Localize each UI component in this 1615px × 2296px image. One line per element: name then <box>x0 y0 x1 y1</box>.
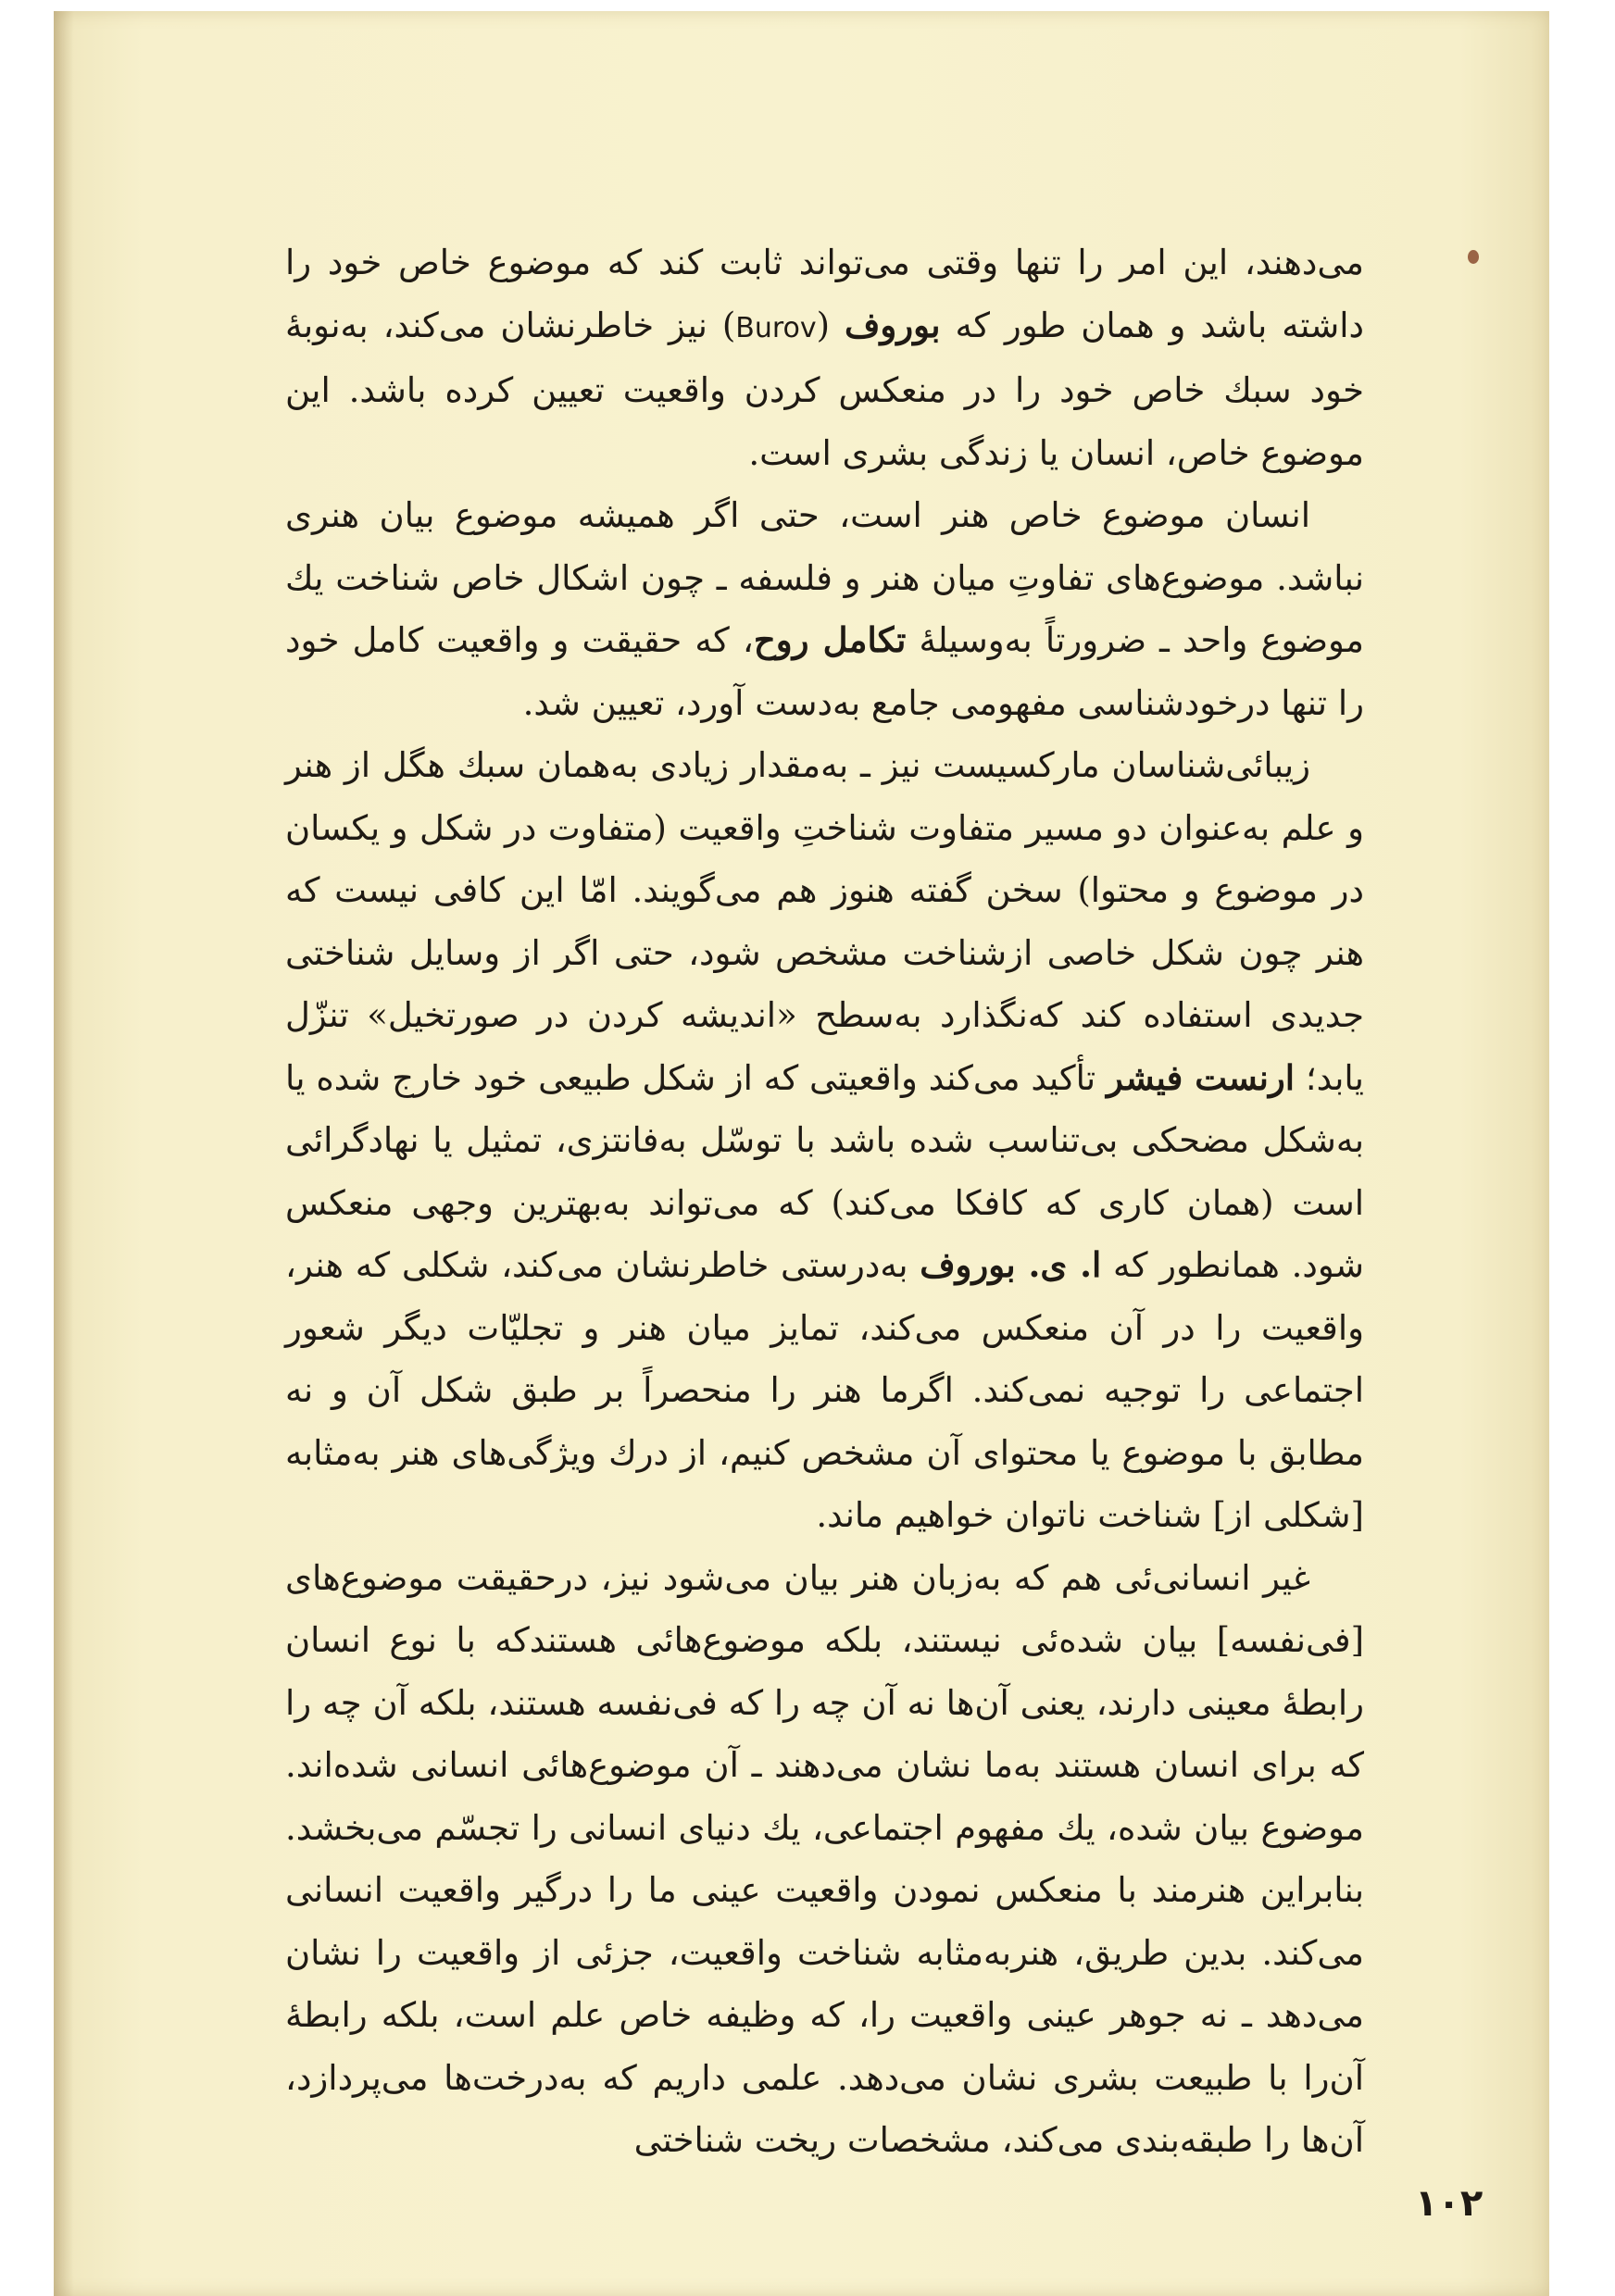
text-run: ) نیز خاطرنشان می‌کند، به‌نوبهٔ خود سبك خاص خود را در منعکس کردن واقعیت تعیین کرده باشد. این موضوع خاص، انسان یا زندگی بشری است. <box>285 305 1364 473</box>
text-run: می‌دهند، این امر را تنها وقتی می‌تواند ثابت کند که موضوع خاص خود را داشته باشد و همان طور که <box>285 243 1364 345</box>
paragraph-4 <box>285 1547 1364 2172</box>
text-run: به‌درستی خاطرنشان می‌کند، شکلی که هنر، واقعیت را در آن منعکس می‌کند، تمایز میان هنر و تجلیّات دیگر شعور اجتماعی را توجیه نمی‌کند. اگرما هنر را منحصراً بر طبق شکل آن و نه مطابق با موضوع یا محتوای آن مشخص کنیم، از درك ویژگی‌های هنر به‌مثابه [شکلی از] شناخت ناتوان خواهیم ماند. <box>285 1245 1364 1535</box>
paragraph-3 <box>285 734 1364 1547</box>
text-run: ، که حقیقت و واقعیت کامل خود را تنها درخودشناسی مفهومی جامع به‌دست آورد، تعیین شد. <box>285 620 1364 723</box>
text-run: ( <box>816 305 845 345</box>
text-run-bold: ا. ی. بوروف <box>920 1244 1102 1285</box>
body-text <box>285 231 1364 2172</box>
text-run-bold: تکامل روح <box>753 619 907 660</box>
text-run-bold: ارنست فیشر <box>1107 1056 1296 1098</box>
text-run: انسان موضوع خاص هنر است، حتی اگر همیشه موضوع بیان هنری نباشد. موضوع‌های تفاوتِ میان هنر و فلسفه ـ چون اشکال خاص شناخت يك موضوع واحد ـ ضرورتاً به‌وسیلهٔ <box>285 495 1364 660</box>
text-run-bold: بوروف <box>845 304 941 345</box>
paragraph-1 <box>285 231 1364 484</box>
book-page <box>54 11 1549 2296</box>
paragraph-2 <box>285 484 1364 734</box>
text-run: غیر انسانی‌ئی هم که به‌زبان هنر بیان می‌شود نیز، درحقیقت موضوع‌های [فی‌نفسه] بیان شده‌ئی نیستند، بلکه موضوع‌هائی هستندکه با نوع انسان رابطهٔ معینی دارند، یعنی آن‌ها نه آن چه را که فی‌نفسه هستند، بلکه آن چه را که برای انسان هستند به‌ما نشان می‌دهند ـ آن موضوع‌هائی انسانی شده‌اند. موضوع بیان شده، يك مفهوم اجتماعی، يك دنیای انسانی را تجسّم می‌بخشد. بنابراین هنرمند با منعکس نمودن واقعیت عینی ما را درگیر واقعیت انسانی می‌کند. بدین طریق، هنربه‌مثابه شناخت واقعیت، جزئی از واقعیت را نشان می‌دهد ـ نه جوهر عینی واقعیت را، که وظیفه خاص علم است، بلکه رابطهٔ آن‌را با طبیعت بشری نشان می‌دهد. علمی داریم که به‌درخت‌ها می‌پردازد، آن‌ها را طبقه‌بندی می‌کند، مشخصات ریخت شناختی <box>285 1557 1364 2160</box>
text-run-latin: Burov <box>735 311 817 344</box>
page-number: ۱۰۲ <box>1415 2182 1484 2225</box>
ink-mark <box>1468 250 1479 264</box>
text-run: زیبائی‌شناسان مارکسیست نیز ـ به‌مقدار زیادی به‌همان سبك هگل از هنر و علم به‌عنوان دو مسیر متفاوت شناختِ واقعیت (متفاوت در شکل و یکسان در موضوع و محتوا) سخن گفته هنوز هم می‌گویند. امّا این کافی نیست که هنر چون شکل خاصی ازشناخت مشخص شود، حتی اگر از وسایل شناختی جدیدی استفاده کند که‌نگذارد به‌سطح «اندیشه کردن در صورتخیل» تنزّل یابد؛ <box>285 745 1364 1098</box>
text-run: تأکید می‌کند واقعیتی که از شکل طبیعی خود خارج شده یا به‌شکل مضحکی بی‌تناسب شده باشد با توسّل به‌فانتزی، تمثیل یا نهادگرائی است (همان کاری که کافکا می‌کند) که می‌تواند به‌بهترین وجهی منعکس شود. همانطور که <box>285 1057 1364 1285</box>
